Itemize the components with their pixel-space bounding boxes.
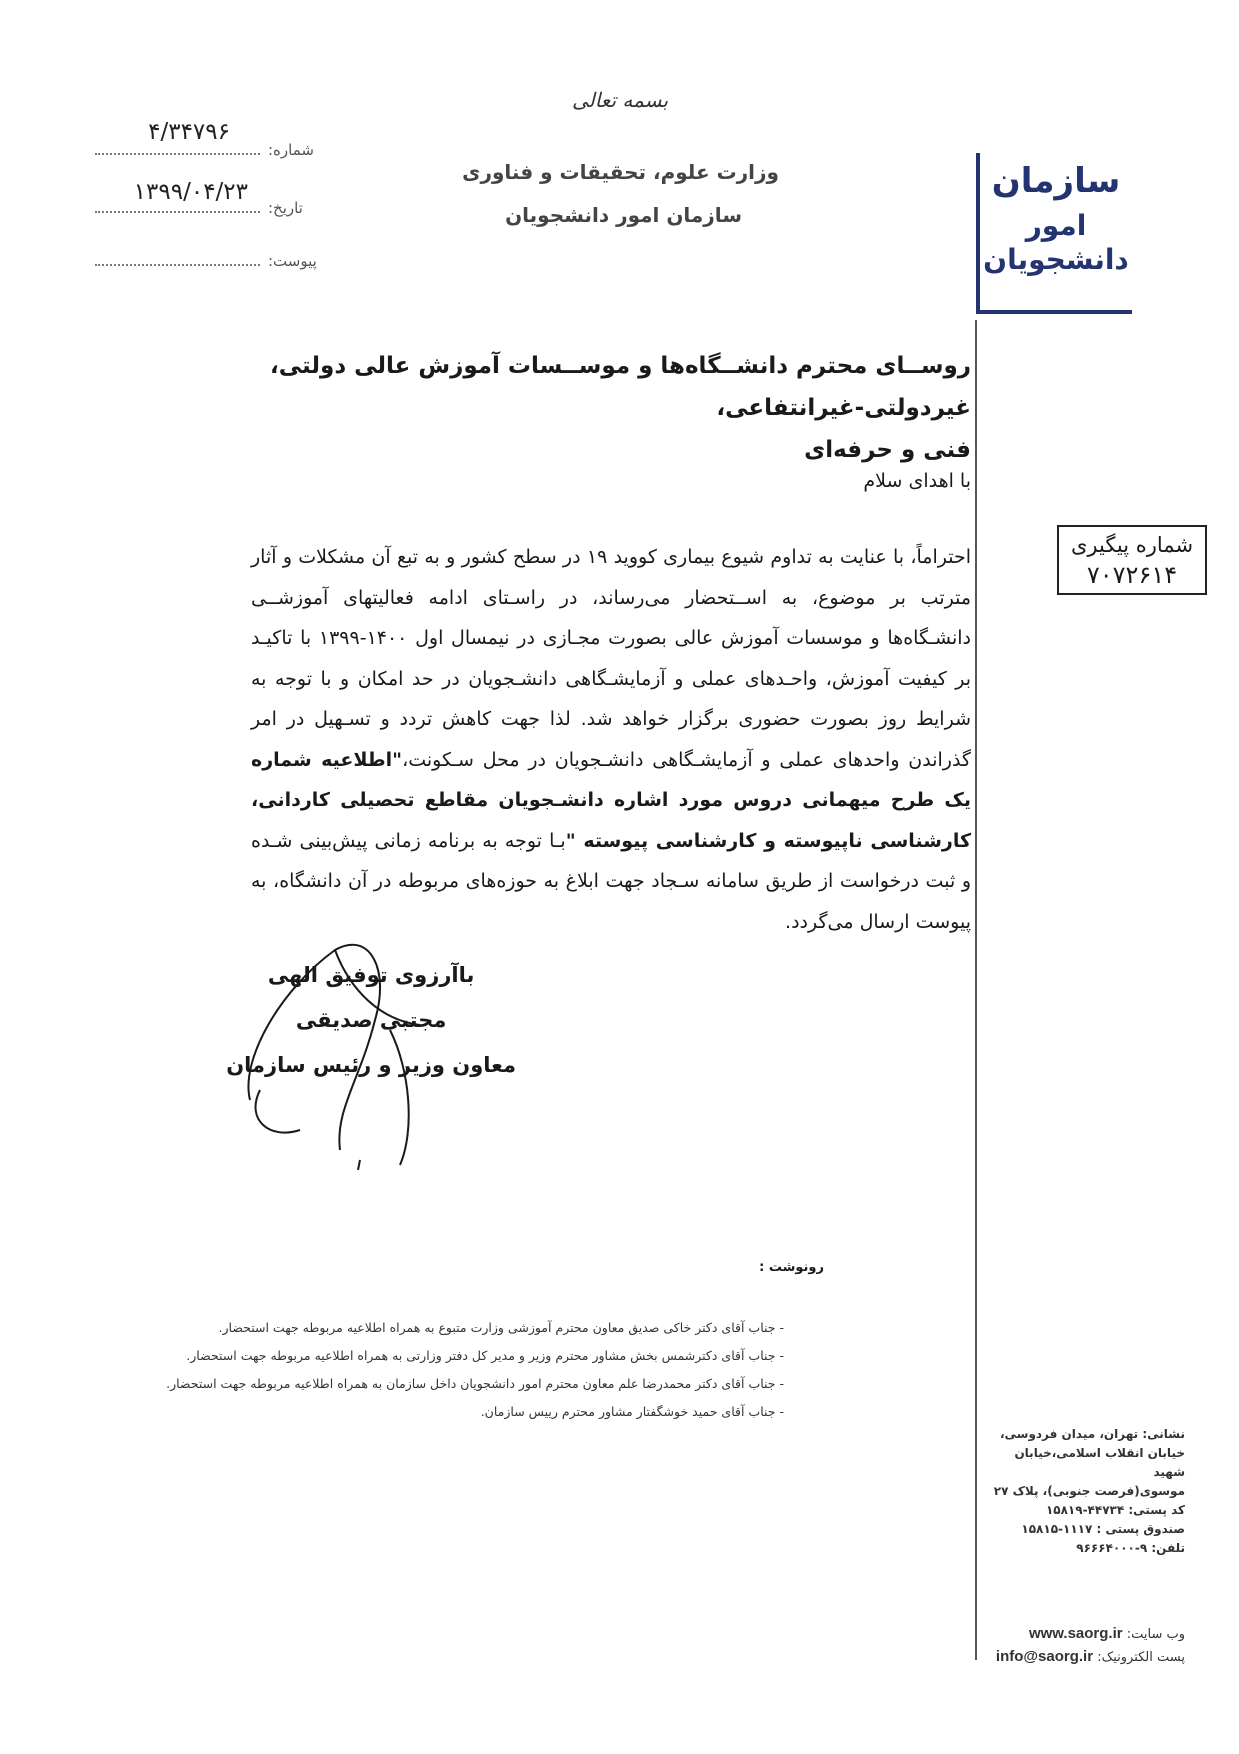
greeting: با اهدای سلام	[863, 470, 971, 492]
tracking-label: شماره پیگیری	[1070, 533, 1194, 557]
website-link[interactable]: www.saorg.ir	[1028, 1625, 1123, 1642]
contact-web	[985, 1623, 1185, 1669]
letter-attachment-label: پیوست:	[268, 252, 317, 270]
recipient-line-2: فنی و حرفه‌ای	[804, 437, 971, 463]
website-row	[985, 1623, 1185, 1646]
body-paragraph-2: بـا توجه به برنامه زمانی پیش‌بینی شـده و ثبت درخواست از طریق سامانه سـجاد جهت ابلاغ به حوزه‌های مربوطه در آن دانشگاه، به پیوست ارسال می‌گردد.	[251, 829, 971, 933]
signatory-title: معاون وزیر و رئیس سازمان	[226, 1053, 516, 1077]
signature-closing: باآرزوی توفیق الهی	[267, 963, 475, 987]
postal-code: کد پستی: ۴۴۷۳۴-۱۵۸۱۹	[1045, 1503, 1185, 1517]
email-row	[985, 1646, 1185, 1669]
email-link[interactable]: info@saorg.ir	[995, 1648, 1094, 1665]
cc-item: - جناب آقای دکتر محمدرضا علم معاون محترم امور دانشجویان داخل سازمان به همراه اطلاعیه مربوطه جهت استحضار.	[166, 1376, 784, 1391]
organization-logo	[976, 153, 1132, 314]
address-block	[985, 1425, 1185, 1558]
cc-title: رونوشت :	[759, 1260, 824, 1275]
recipient-line-1: روســای محترم دانشــگاه‌ها و موســسات آموزش عالی دولتی، غیردولتی-غیرانتفاعی،	[270, 353, 971, 421]
letter-date-label: تاریخ:	[268, 199, 303, 217]
signature-block	[226, 953, 516, 1088]
recipient	[251, 345, 971, 471]
email-label: پست الکترونیک:	[1097, 1650, 1185, 1665]
address-line: موسوی(فرصت جنوبی)، پلاک ۲۷	[993, 1484, 1185, 1498]
address-line: خیابان انقلاب اسلامی،خیابان شهید	[1014, 1446, 1185, 1479]
body-paragraph-1: احتراماً، با عنایت به تداوم شیوع بیماری کووید ۱۹ در سطح کشور و به تبع آن مشکلات و آثار مترتب بر موضوع، به اســتحضار می‌رساند، در راسـتای ادامه فعالیتهای آموزشــی دانشـگاه‌ها و موسسات آموزش عالی بصورت مجـازی در نیمسال اول ۱۴۰۰-۱۳۹۹ با تاکیـد بر کیفیت آموزش، واحـدهای عملی و آزمایشـگاهی دانشـجویان در حد امکان و با توجه به شرایط روز بصورت حضوری برگزار خواهد شد. لذا جهت کاهش تردد و تسـهیل در امر گذراندن واحدهای عملی و آزمایشـگاهی دانشـجویان در محل سـکونت،	[251, 546, 971, 771]
ministry-name: وزارت علوم، تحقیقات و فناوری	[462, 160, 779, 184]
letter-attachment-field	[95, 244, 317, 270]
signatory-name: مجتبی صدیقی	[295, 1008, 447, 1032]
letter-date-line	[95, 179, 260, 213]
letter-date-field	[95, 179, 303, 217]
letter-number-label: شماره:	[268, 141, 314, 159]
tracking-number-box	[1057, 525, 1207, 595]
body-bold-announcement: "اطلاعیه شماره یک طرح میهمانی دروس مورد اشاره دانشـجویان مقاطع تحصیلی کاردانی، کارشناسی ناپیوسته و کارشناسی پیوسته "	[251, 748, 971, 852]
tracking-number: ۷۰۷۲۶۱۴	[1086, 561, 1178, 589]
letter-attachment-line	[95, 244, 260, 266]
logo-line-1: سازمان	[991, 161, 1121, 201]
sidebar-divider	[975, 320, 977, 1660]
organization-name: سازمان امور دانشجویان	[505, 203, 742, 227]
cc-item: - جناب آقای دکترشمس بخش مشاور محترم وزیر و مدیر کل دفتر وزارتی به همراه اطلاعیه مربوطه جهت استحضار.	[186, 1348, 784, 1363]
website-label: وب سایت:	[1126, 1627, 1185, 1642]
po-box: صندوق پستی : ۱۱۱۷-۱۵۸۱۵	[1021, 1522, 1185, 1536]
logo-line-2: امور دانشجویان	[983, 209, 1129, 276]
letter-body	[251, 537, 971, 942]
cc-item: - جناب آقای دکتر خاکی صدیق معاون محترم آموزشی وزارت متبوع به همراه اطلاعیه مربوطه جهت استحضار.	[218, 1320, 784, 1335]
address-line: نشانی: تهران، میدان فردوسی،	[999, 1427, 1185, 1441]
cc-list	[166, 1314, 784, 1426]
letter-number-field	[95, 119, 314, 159]
phone: تلفن: ۹-۹۶۶۶۴۰۰۰	[1076, 1541, 1185, 1555]
letter-number-line	[95, 119, 260, 155]
cc-item: - جناب آقای حمید خوشگفتار مشاور محترم رییس سازمان.	[480, 1404, 784, 1419]
letter-date-value: ۱۳۹۹/۰۴/۲۳	[133, 179, 248, 205]
letter-number-value: ۴/۳۴۷۹۶	[148, 119, 230, 145]
bismillah-text: بسمه تعالی	[571, 88, 669, 112]
